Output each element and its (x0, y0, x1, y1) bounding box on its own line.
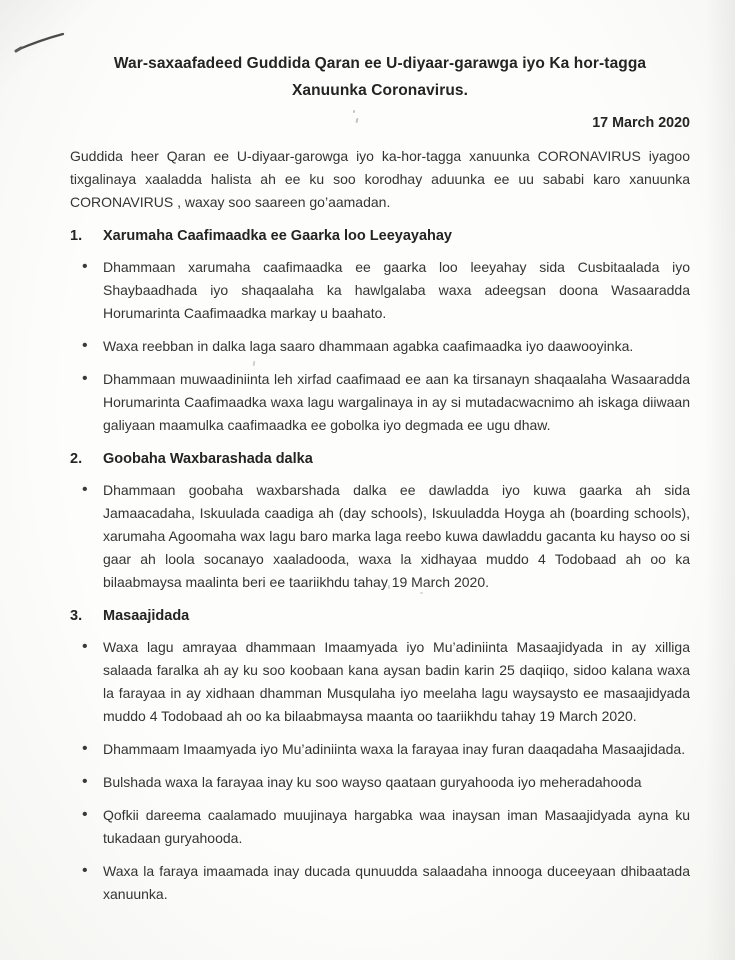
title-line-2: Xanuunka Coronavirus. (291, 82, 469, 99)
document-title (70, 50, 690, 104)
section-title-2: Goobaha Waxbarashada dalka (103, 451, 313, 467)
section-heading-1 (70, 226, 690, 246)
section-title-1: Xarumaha Caafimaadka ee Gaarka loo Leeyayahay (103, 228, 452, 244)
section-3-bullets (70, 636, 690, 906)
document-body (70, 0, 690, 906)
section-1-bullets (70, 256, 690, 437)
pen-stroke-mark (14, 28, 74, 56)
bullet-item: • Dhammaam Imaamyada iyo Mu’adiniinta waxa la farayaa inay furan daaqadaha Masaajidada. (70, 738, 690, 761)
document-date: 17 March 2020 (592, 115, 690, 131)
section-heading-3 (70, 606, 690, 626)
bullet-item: • Dhammaan muwaadiniinta leh xirfad caafimaad ee aan ka tirsanayn shaqaalaha Wasaaradda Horumarinta Caafimaadka waxa lagu wargalinaya in ay si mutadacwacnimo ah iskaga diiwaan galiyaan maamulka caafimaadka ee gobolka iyo degmada ee ugu dhaw. (70, 368, 690, 437)
bullet-item: • Dhammaan goobaha waxbarshada dalka ee dawladda iyo kuwa gaarka ah sida Jamaacadaha, Iskuulada caadiga ah (day schools), Iskuuladda Hoyga ah (boarding schools), xarumaha Agoomaha wax lagu baro marka laga reebo kuwa dawladdu gacanta ku hayso oo si gaar ah loola socanayo xaaladooda, waxa la xidhayaa muddo 4 Todobaad ah oo ka bilaabmaysa maalinta beri ee taariikhdu tahay 19 March 2020. (70, 479, 690, 594)
title-line-1: War-saxaafadeed Guddida Qaran ee U-diyaar-garawga iyo Ka hor-tagga (113, 55, 647, 72)
bullet-item: • Qofkii dareema caalamado muujinaya hargabka waa inaysan iman Masaajidyada ayna ku tukadaan guryahooda. (70, 804, 690, 850)
bullet-item: • Waxa reebban in dalka laga saaro dhammaan agabka caafimaadka iyo daawooyinka. (70, 335, 690, 358)
section-2-bullets (70, 479, 690, 594)
bullet-item: • Waxa lagu amrayaa dhammaan Imaamyada iyo Mu’adiniinta Masaajidyada in ay xilliga salaada faralka ah ay ku soo koobaan kana aysan badin karin 25 daqiiqo, sidoo kalana waxa la farayaa in ay xidhaan dhamman Musqulaha iyo meelaha lagu waysaysto ee masaajidyada muddo 4 Todobaad ah oo ka bilaabmaysa maanta oo taariikhdu tahay 19 March 2020. (70, 636, 690, 728)
section-title-3: Masaajidada (103, 608, 190, 624)
bullet-item: • Bulshada waxa la farayaa inay ku soo wayso qaataan guryahooda iyo meheradahooda (70, 771, 690, 794)
section-number-1: 1. (70, 228, 83, 244)
section-number-2: 2. (70, 451, 83, 467)
bullet-item: • Waxa la faraya imaamada inay ducada qunuudda salaadaha innooga duceeyaan dhibaatada xanuunka. (70, 860, 690, 906)
section-number-3: 3. (70, 608, 83, 624)
bullet-item: • Dhammaan xarumaha caafimaadka ee gaarka loo leeyahay sida Cusbitaalada iyo Shaybaadhada iyo shaqaalaha ka hawlgalaba waxa adeegsan doona Wasaaradda Horumarinta Caafimaadka markay u baahato. (70, 256, 690, 325)
section-heading-2 (70, 449, 690, 469)
intro-paragraph: Guddida heer Qaran ee U-diyaar-garowga iyo ka-hor-tagga xanuunka CORONAVIRUS iyagoo tixgalinaya xaaladda halista ah ee ku soo korodhay aduunka ee uu sababi karo xanuunka CORONAVIRUS , waxay soo saareen go’aamadan. (70, 148, 690, 210)
